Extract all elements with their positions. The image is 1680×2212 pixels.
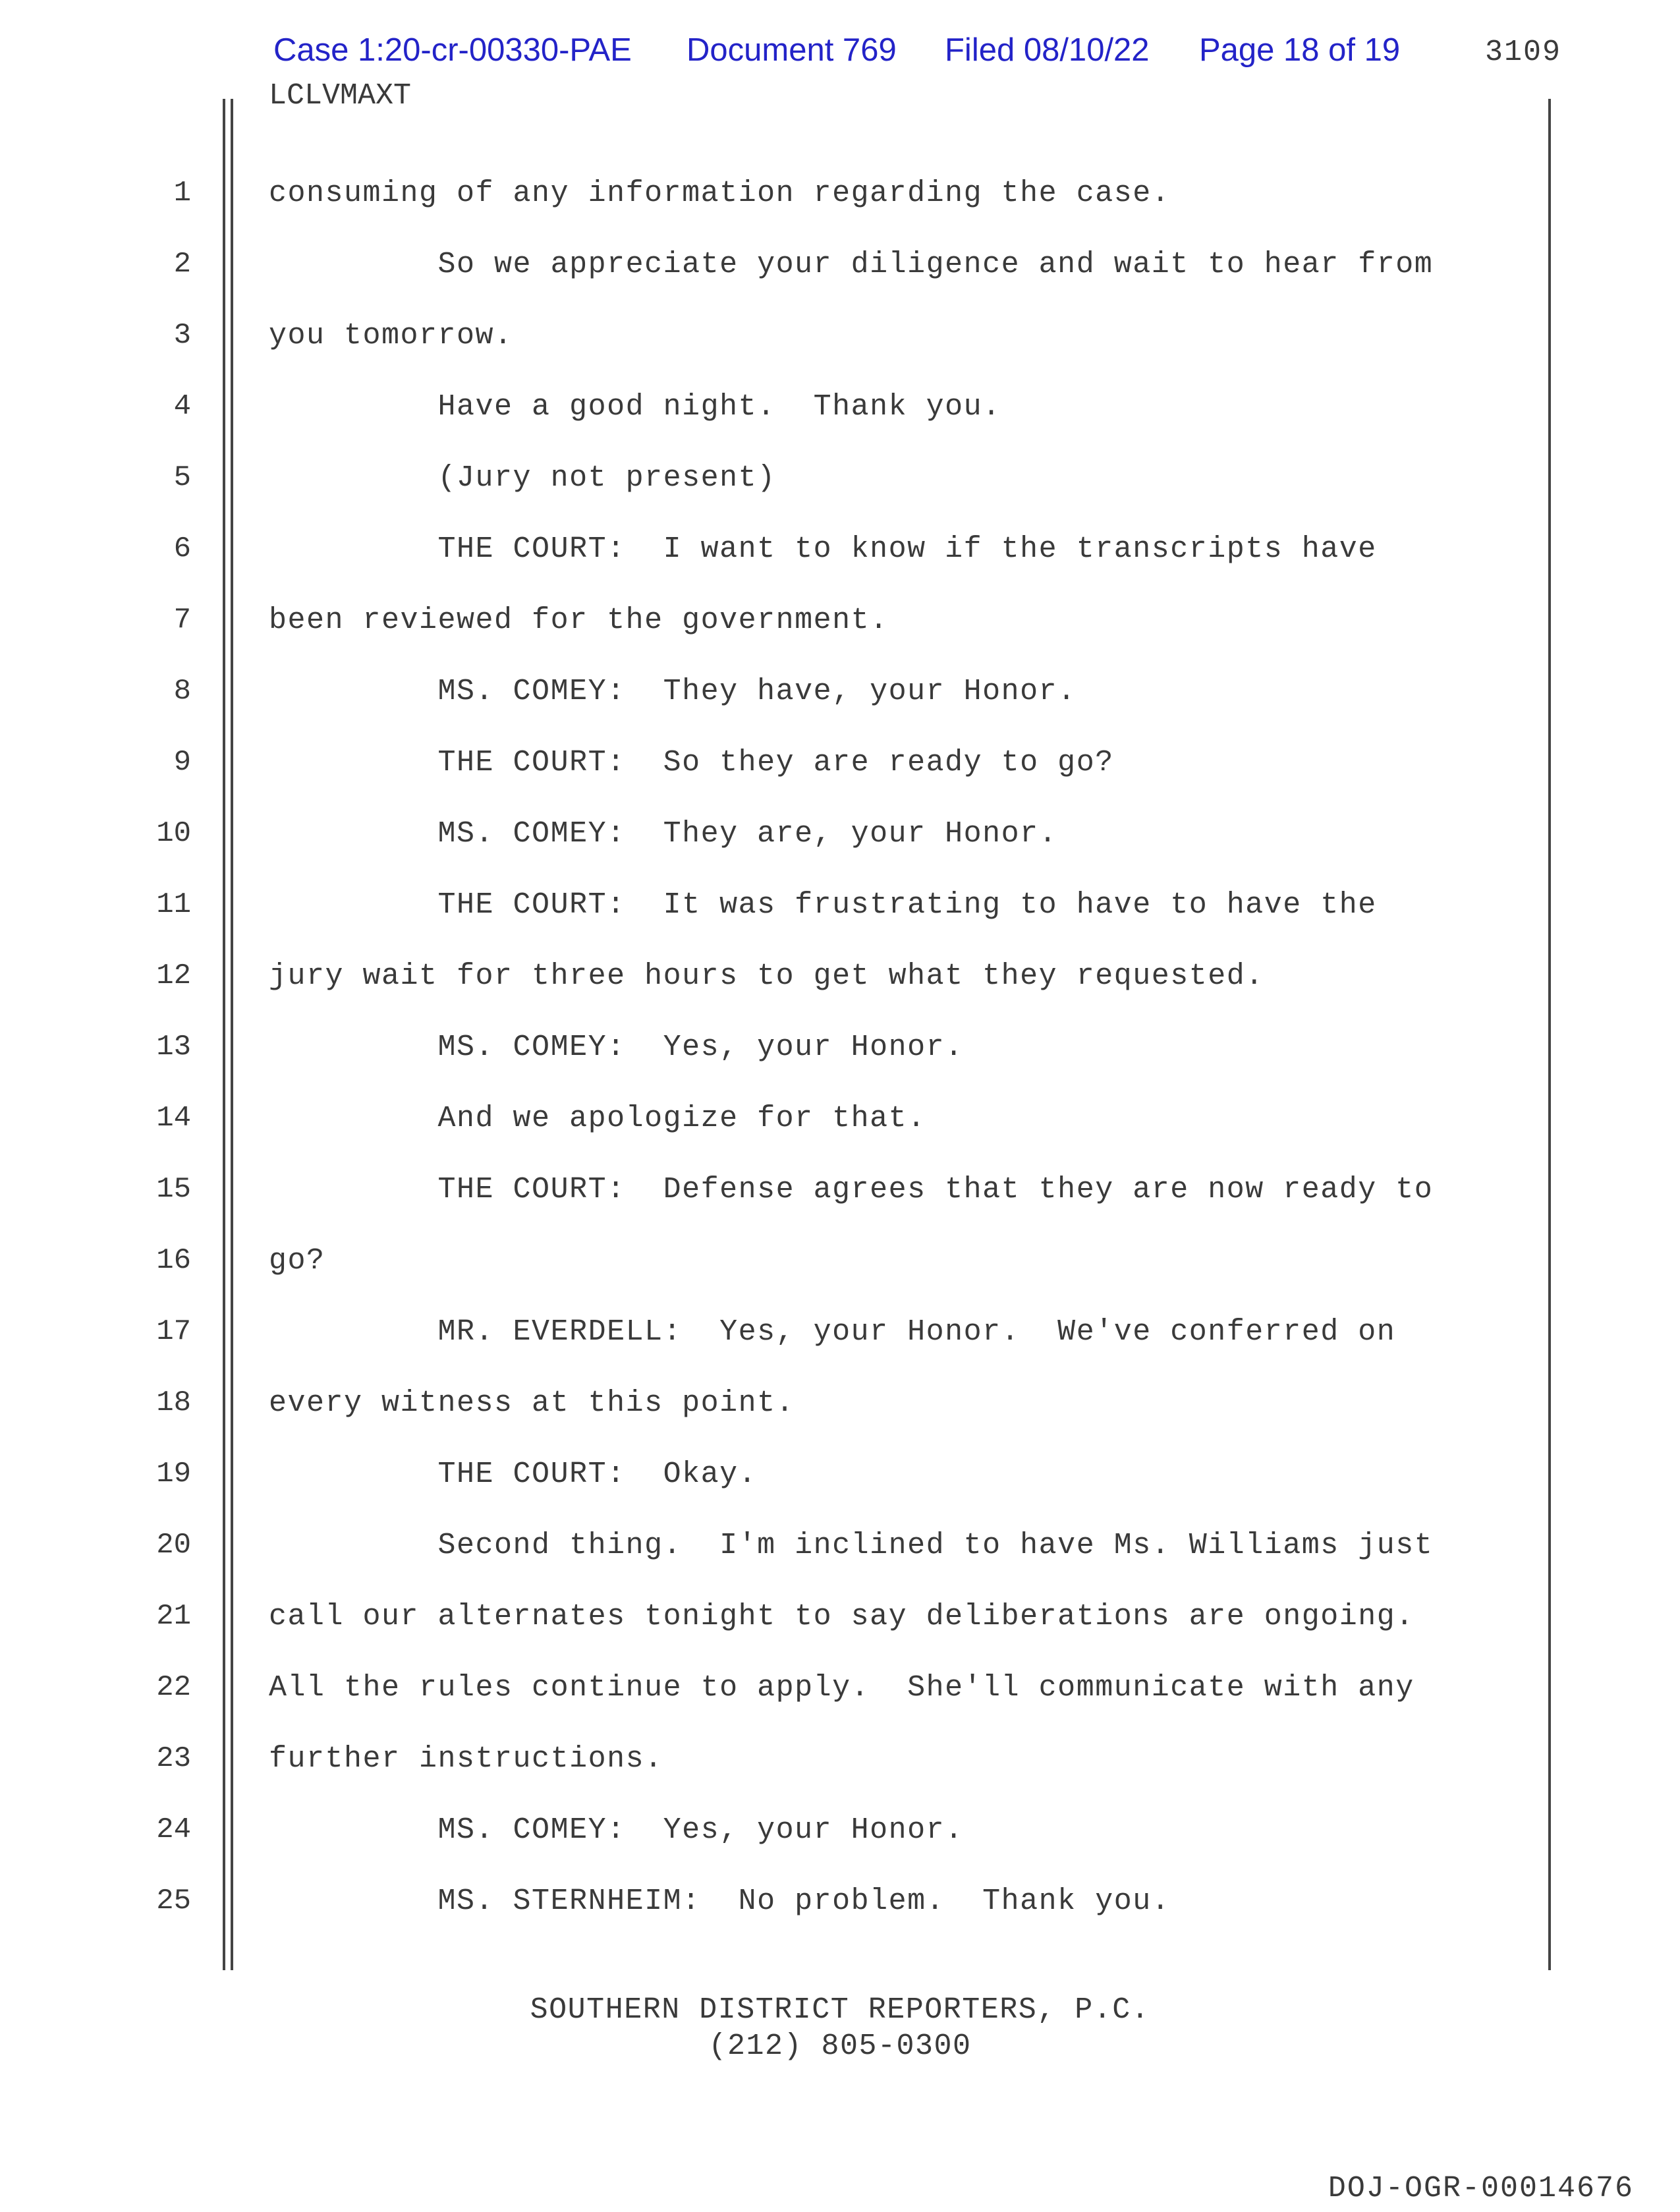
transcript-line	[0, 1885, 1680, 1924]
line-number: 13	[156, 1031, 191, 1063]
line-number: 4	[173, 390, 191, 423]
line-number: 16	[156, 1244, 191, 1277]
transcript-line	[0, 675, 1680, 714]
transcript-line	[0, 532, 1680, 572]
line-text: Second thing. I'm inclined to have Ms. Williams just	[269, 1529, 1434, 1562]
line-number: 2	[173, 248, 191, 281]
line-text: further instructions.	[269, 1742, 663, 1776]
line-text: you tomorrow.	[269, 319, 513, 353]
document-number: Document 769	[686, 32, 897, 68]
line-text: consuming of any information regarding the case.	[269, 177, 1171, 210]
court-filing-banner	[0, 32, 1680, 74]
line-text: So we appreciate your diligence and wait to hear from	[269, 248, 1434, 281]
line-text: MS. COMEY: Yes, your Honor.	[269, 1031, 964, 1064]
transcript-header-code: LCLVMAXT	[269, 79, 412, 113]
line-text: MS. COMEY: Yes, your Honor.	[269, 1813, 964, 1847]
transcript-line	[0, 177, 1680, 216]
line-text: go?	[269, 1244, 325, 1278]
transcript-line	[0, 319, 1680, 358]
line-text: THE COURT: I want to know if the transcripts have	[269, 532, 1377, 566]
filed-date: Filed 08/10/22	[945, 32, 1150, 68]
line-text: call our alternates tonight to say deliberations are ongoing.	[269, 1600, 1414, 1633]
transcript-line	[0, 461, 1680, 501]
line-number: 17	[156, 1315, 191, 1348]
transcript-line	[0, 1102, 1680, 1141]
line-number: 9	[173, 746, 191, 779]
line-number: 25	[156, 1885, 191, 1917]
line-text: Have a good night. Thank you.	[269, 390, 1001, 424]
line-number: 20	[156, 1529, 191, 1562]
page-of-pages: Page 18 of 19	[1199, 32, 1401, 68]
transcript-page-number: 3109	[1484, 36, 1561, 69]
line-number: 8	[173, 675, 191, 708]
line-number: 18	[156, 1386, 191, 1419]
transcript-line	[0, 959, 1680, 999]
line-text: MR. EVERDELL: Yes, your Honor. We've conferred on	[269, 1315, 1396, 1349]
line-text: THE COURT: It was frustrating to have to have the	[269, 888, 1377, 922]
transcript-line	[0, 1173, 1680, 1212]
transcript-line	[0, 1813, 1680, 1853]
line-text: (Jury not present)	[269, 461, 776, 495]
line-text: THE COURT: Defense agrees that they are now ready to	[269, 1173, 1434, 1206]
line-text: been reviewed for the government.	[269, 604, 889, 637]
line-number: 3	[173, 319, 191, 352]
line-number: 12	[156, 959, 191, 992]
transcript-line	[0, 1529, 1680, 1568]
line-number: 1	[173, 177, 191, 210]
line-number: 21	[156, 1600, 191, 1633]
line-number: 14	[156, 1102, 191, 1135]
transcript-line	[0, 1244, 1680, 1284]
line-text: every witness at this point.	[269, 1386, 795, 1420]
line-text: THE COURT: Okay.	[269, 1458, 758, 1491]
line-text: All the rules continue to apply. She'll communicate with any	[269, 1671, 1414, 1705]
line-number: 23	[156, 1742, 191, 1775]
line-text: MS. STERNHEIM: No problem. Thank you.	[269, 1885, 1171, 1918]
line-number: 7	[173, 604, 191, 637]
line-number: 22	[156, 1671, 191, 1704]
line-number: 11	[156, 888, 191, 921]
transcript-line	[0, 1031, 1680, 1070]
transcript-line	[0, 1386, 1680, 1426]
reporter-phone: (212) 805-0300	[708, 2029, 972, 2063]
transcript-line	[0, 248, 1680, 287]
line-number: 5	[173, 461, 191, 494]
line-number: 10	[156, 817, 191, 850]
line-text: MS. COMEY: They have, your Honor.	[269, 675, 1077, 708]
transcript-line	[0, 604, 1680, 643]
transcript-line	[0, 1671, 1680, 1711]
transcript-line	[0, 390, 1680, 430]
transcript-line	[0, 1600, 1680, 1639]
transcript-line	[0, 888, 1680, 928]
line-number: 19	[156, 1458, 191, 1490]
bates-number: DOJ-OGR-00014676	[1328, 2172, 1634, 2205]
line-text: jury wait for three hours to get what they requested.	[269, 959, 1264, 993]
line-number: 24	[156, 1813, 191, 1846]
reporter-name: SOUTHERN DISTRICT REPORTERS, P.C.	[530, 1993, 1150, 2027]
transcript-line	[0, 817, 1680, 857]
line-text: And we apologize for that.	[269, 1102, 926, 1135]
line-number: 15	[156, 1173, 191, 1206]
case-number: Case 1:20-cr-00330-PAE	[273, 32, 632, 68]
transcript-line	[0, 1458, 1680, 1497]
transcript-line	[0, 1742, 1680, 1782]
transcript-line	[0, 746, 1680, 785]
line-text: MS. COMEY: They are, your Honor.	[269, 817, 1058, 851]
line-text: THE COURT: So they are ready to go?	[269, 746, 1114, 780]
transcript-line	[0, 1315, 1680, 1355]
line-number: 6	[173, 532, 191, 565]
